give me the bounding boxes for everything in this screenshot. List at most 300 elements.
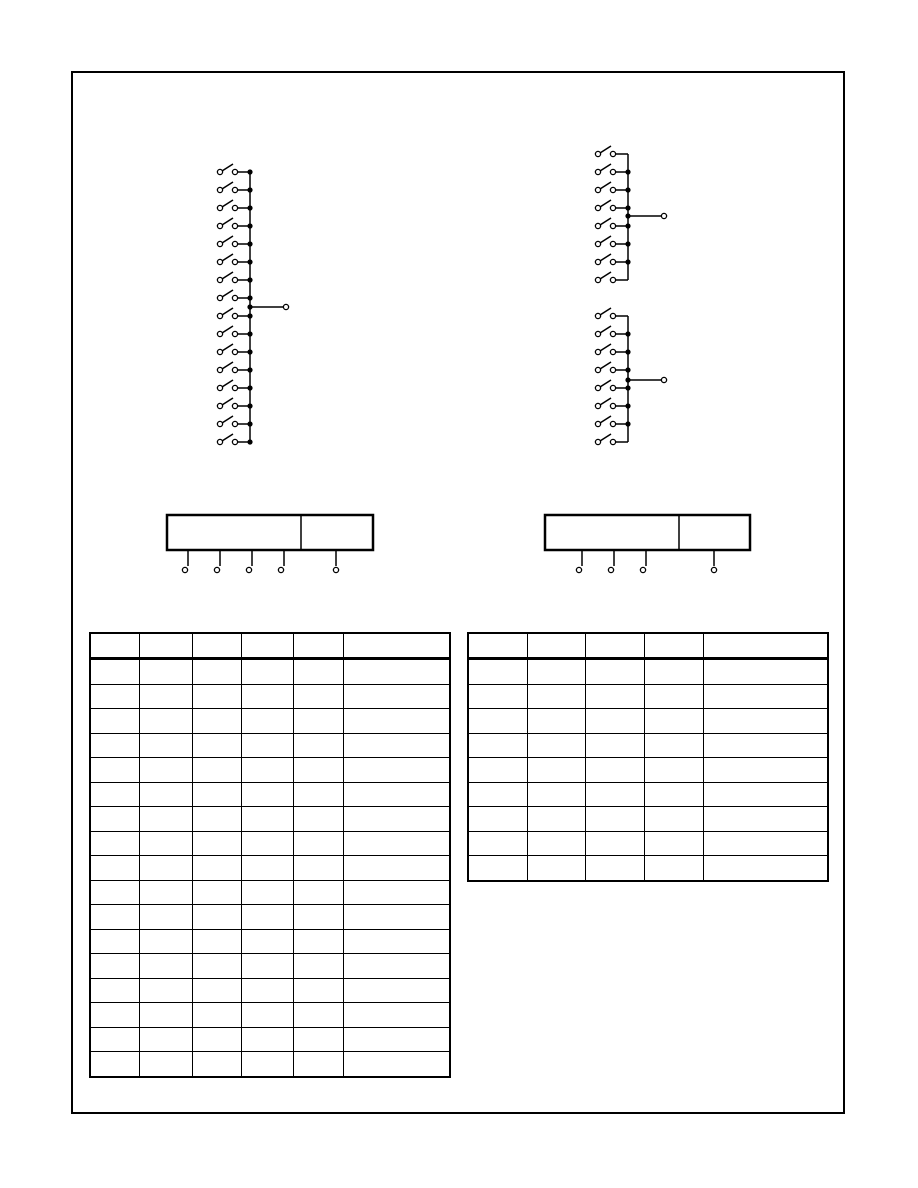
switch-9 bbox=[217, 326, 252, 337]
table-cell bbox=[344, 733, 450, 758]
bus-junction bbox=[247, 187, 252, 192]
switch-input-terminal bbox=[595, 439, 600, 444]
switch-contact bbox=[232, 259, 237, 264]
switch-lever bbox=[600, 182, 611, 189]
table-cell bbox=[703, 709, 828, 734]
table-cell bbox=[703, 831, 828, 856]
table-cell bbox=[468, 758, 527, 783]
table-cell bbox=[468, 659, 527, 685]
switch-input-terminal bbox=[595, 313, 600, 318]
bus-junction bbox=[625, 403, 630, 408]
table-cell bbox=[645, 856, 704, 881]
switch-lever bbox=[222, 344, 233, 351]
switch-input-terminal bbox=[595, 223, 600, 228]
table-row bbox=[468, 782, 828, 807]
table-cell bbox=[192, 978, 241, 1003]
table-cell bbox=[242, 1027, 293, 1052]
table-cell bbox=[645, 659, 704, 685]
table-cell bbox=[344, 880, 450, 905]
select-pin-terminal bbox=[246, 567, 251, 572]
switch-lever bbox=[222, 272, 233, 279]
table-cell bbox=[192, 856, 241, 881]
switch-15 bbox=[217, 434, 252, 445]
table-cell bbox=[344, 1027, 450, 1052]
switch-input-terminal bbox=[595, 169, 600, 174]
table-cell bbox=[90, 978, 140, 1003]
table-cell bbox=[645, 782, 704, 807]
table-row bbox=[468, 659, 828, 685]
table-row bbox=[90, 807, 450, 832]
table-cell bbox=[192, 1052, 241, 1077]
switch-lever bbox=[600, 164, 611, 171]
header-cell bbox=[703, 633, 828, 659]
switch-contact bbox=[610, 367, 615, 372]
switch-contact bbox=[232, 241, 237, 246]
switch-input-terminal bbox=[595, 385, 600, 390]
switch-contact bbox=[232, 169, 237, 174]
table-row bbox=[90, 733, 450, 758]
switch-contact bbox=[610, 259, 615, 264]
switch-contact bbox=[610, 349, 615, 354]
switch-5 bbox=[217, 254, 252, 265]
table-cell bbox=[90, 684, 140, 709]
switch-contact bbox=[610, 439, 615, 444]
table-cell bbox=[344, 954, 450, 979]
switch-input-terminal bbox=[217, 421, 222, 426]
switch-input-terminal bbox=[595, 421, 600, 426]
switch-lever bbox=[600, 398, 611, 405]
switch-0 bbox=[595, 308, 628, 319]
switch-contact bbox=[232, 349, 237, 354]
table-cell bbox=[140, 1027, 192, 1052]
table-cell bbox=[90, 929, 140, 954]
table-header-row bbox=[468, 633, 828, 659]
table-cell bbox=[293, 684, 343, 709]
switch-6 bbox=[217, 272, 252, 283]
switch-input-terminal bbox=[217, 385, 222, 390]
table-cell bbox=[90, 905, 140, 930]
select-pin-terminal bbox=[278, 567, 283, 572]
table-cell bbox=[140, 856, 192, 881]
table-cell bbox=[90, 1027, 140, 1052]
switch-lever bbox=[600, 326, 611, 333]
switch-contact bbox=[232, 205, 237, 210]
switch-lever bbox=[600, 218, 611, 225]
switch-14 bbox=[217, 416, 252, 427]
switch-contact bbox=[232, 277, 237, 282]
mux-8-channel-b bbox=[595, 308, 666, 445]
table-cell bbox=[140, 831, 192, 856]
bus-junction bbox=[625, 259, 630, 264]
bus-junction bbox=[625, 385, 630, 390]
switch-lever bbox=[222, 398, 233, 405]
table-cell bbox=[140, 929, 192, 954]
table-cell bbox=[192, 709, 241, 734]
table-cell bbox=[703, 758, 828, 783]
table-cell bbox=[293, 831, 343, 856]
table-cell bbox=[192, 758, 241, 783]
switch-lever bbox=[600, 146, 611, 153]
bus-junction bbox=[247, 439, 252, 444]
bus-junction bbox=[247, 277, 252, 282]
enable-pin-terminal bbox=[333, 567, 338, 572]
bus-junction bbox=[247, 403, 252, 408]
switch-input-terminal bbox=[595, 349, 600, 354]
switch-contact bbox=[610, 277, 615, 282]
switch-contact bbox=[610, 331, 615, 336]
table-cell bbox=[90, 831, 140, 856]
switch-contact bbox=[610, 385, 615, 390]
table-row bbox=[468, 758, 828, 783]
switch-input-terminal bbox=[217, 439, 222, 444]
table-cell bbox=[645, 831, 704, 856]
switch-contact bbox=[610, 151, 615, 156]
table-cell bbox=[527, 733, 586, 758]
select-pin-terminal bbox=[182, 567, 187, 572]
table-cell bbox=[90, 954, 140, 979]
switch-input-terminal bbox=[217, 241, 222, 246]
output-terminal bbox=[283, 304, 288, 309]
table-cell bbox=[90, 709, 140, 734]
header-cell bbox=[645, 633, 704, 659]
table-cell bbox=[344, 758, 450, 783]
table-cell bbox=[527, 831, 586, 856]
table-cell bbox=[468, 684, 527, 709]
table-row bbox=[468, 684, 828, 709]
table-cell bbox=[468, 856, 527, 881]
bus-junction bbox=[247, 331, 252, 336]
table-cell bbox=[586, 782, 645, 807]
switch-input-terminal bbox=[595, 277, 600, 282]
table-cell bbox=[344, 709, 450, 734]
table-cell bbox=[242, 659, 293, 685]
table-cell bbox=[645, 733, 704, 758]
table-cell bbox=[140, 684, 192, 709]
table-cell bbox=[242, 831, 293, 856]
switch-contact bbox=[232, 385, 237, 390]
switch-lever bbox=[600, 236, 611, 243]
table-cell bbox=[192, 782, 241, 807]
table-cell bbox=[586, 831, 645, 856]
output-terminal bbox=[661, 377, 666, 382]
output-terminal bbox=[661, 213, 666, 218]
switch-1 bbox=[595, 164, 630, 175]
table-cell bbox=[90, 880, 140, 905]
switch-lever bbox=[222, 182, 233, 189]
switch-5 bbox=[595, 398, 630, 409]
switch-input-terminal bbox=[217, 169, 222, 174]
table-cell bbox=[90, 733, 140, 758]
table-cell bbox=[90, 1003, 140, 1028]
table-cell bbox=[527, 709, 586, 734]
decoder-box bbox=[167, 515, 373, 550]
switch-1 bbox=[595, 326, 630, 337]
table-cell bbox=[293, 1027, 343, 1052]
switch-contact bbox=[232, 223, 237, 228]
table-cell bbox=[90, 782, 140, 807]
decoder-block-left bbox=[167, 515, 373, 573]
table-cell bbox=[140, 659, 192, 685]
table-row bbox=[90, 659, 450, 685]
switch-contact bbox=[232, 313, 237, 318]
table-cell bbox=[703, 807, 828, 832]
switch-3 bbox=[217, 218, 252, 229]
switch-contact bbox=[232, 367, 237, 372]
table-cell bbox=[703, 659, 828, 685]
bus-junction bbox=[247, 313, 252, 318]
table-cell bbox=[586, 709, 645, 734]
switch-contact bbox=[610, 241, 615, 246]
switch-lever bbox=[222, 416, 233, 423]
table-cell bbox=[344, 1052, 450, 1077]
table-cell bbox=[468, 733, 527, 758]
table-cell bbox=[645, 684, 704, 709]
bus-junction bbox=[247, 421, 252, 426]
switch-input-terminal bbox=[217, 223, 222, 228]
switch-lever bbox=[600, 200, 611, 207]
bus-junction bbox=[247, 295, 252, 300]
bus-junction bbox=[625, 241, 630, 246]
header-cell bbox=[140, 633, 192, 659]
table-cell bbox=[527, 856, 586, 881]
switch-lever bbox=[600, 344, 611, 351]
table-cell bbox=[140, 880, 192, 905]
table-cell bbox=[192, 954, 241, 979]
switch-input-terminal bbox=[217, 349, 222, 354]
select-pin-terminal bbox=[608, 567, 613, 572]
switch-lever bbox=[600, 362, 611, 369]
table-row bbox=[90, 709, 450, 734]
table-cell bbox=[192, 1027, 241, 1052]
switch-lever bbox=[222, 218, 233, 225]
switch-lever bbox=[222, 236, 233, 243]
header-cell bbox=[586, 633, 645, 659]
table-cell bbox=[468, 709, 527, 734]
table-cell bbox=[192, 929, 241, 954]
table-row bbox=[90, 929, 450, 954]
table-cell bbox=[140, 709, 192, 734]
table-cell bbox=[703, 733, 828, 758]
table-cell bbox=[293, 905, 343, 930]
table-cell bbox=[192, 831, 241, 856]
table-row bbox=[90, 1052, 450, 1077]
table-cell bbox=[242, 733, 293, 758]
decoder-box bbox=[545, 515, 750, 550]
table-cell bbox=[344, 929, 450, 954]
switch-lever bbox=[222, 200, 233, 207]
header-cell bbox=[344, 633, 450, 659]
table-cell bbox=[192, 1003, 241, 1028]
table-cell bbox=[192, 733, 241, 758]
table-cell bbox=[344, 856, 450, 881]
switch-input-terminal bbox=[217, 331, 222, 336]
truth-table-right bbox=[467, 632, 829, 882]
table-cell bbox=[586, 733, 645, 758]
table-row bbox=[90, 758, 450, 783]
table-row bbox=[90, 905, 450, 930]
table-cell bbox=[703, 684, 828, 709]
switch-7 bbox=[595, 434, 628, 445]
table-cell bbox=[645, 807, 704, 832]
table-cell bbox=[293, 758, 343, 783]
table-cell bbox=[242, 954, 293, 979]
switch-6 bbox=[595, 254, 630, 265]
bus-junction bbox=[247, 349, 252, 354]
bus-junction bbox=[625, 421, 630, 426]
table-cell bbox=[344, 978, 450, 1003]
switch-input-terminal bbox=[595, 331, 600, 336]
switch-2 bbox=[595, 182, 630, 193]
bus-junction bbox=[625, 187, 630, 192]
switch-5 bbox=[595, 236, 630, 247]
table-cell bbox=[293, 978, 343, 1003]
table-cell bbox=[344, 1003, 450, 1028]
table-cell bbox=[242, 1003, 293, 1028]
table-cell bbox=[344, 807, 450, 832]
table-cell bbox=[242, 709, 293, 734]
table-cell bbox=[645, 758, 704, 783]
switch-contact bbox=[610, 187, 615, 192]
switch-lever bbox=[222, 434, 233, 441]
bus-junction bbox=[625, 223, 630, 228]
table-cell bbox=[293, 880, 343, 905]
table-row bbox=[90, 831, 450, 856]
switch-lever bbox=[222, 308, 233, 315]
switch-6 bbox=[595, 416, 630, 427]
table-cell bbox=[586, 856, 645, 881]
table-cell bbox=[242, 856, 293, 881]
switch-lever bbox=[222, 290, 233, 297]
table-row bbox=[90, 684, 450, 709]
switch-0 bbox=[595, 146, 628, 157]
switch-lever bbox=[222, 164, 233, 171]
table-cell bbox=[344, 905, 450, 930]
switch-8 bbox=[217, 308, 252, 319]
switch-input-terminal bbox=[217, 205, 222, 210]
bus-junction bbox=[625, 205, 630, 210]
table-cell bbox=[703, 856, 828, 881]
switch-input-terminal bbox=[217, 367, 222, 372]
switch-1 bbox=[217, 182, 252, 193]
switch-contact bbox=[610, 421, 615, 426]
table-cell bbox=[90, 807, 140, 832]
switch-lever bbox=[222, 326, 233, 333]
switch-input-terminal bbox=[217, 295, 222, 300]
switch-2 bbox=[217, 200, 252, 211]
switch-input-terminal bbox=[217, 277, 222, 282]
switch-2 bbox=[595, 344, 630, 355]
decoder-block-right bbox=[545, 515, 750, 573]
table-cell bbox=[468, 831, 527, 856]
switch-input-terminal bbox=[595, 403, 600, 408]
table-cell bbox=[586, 807, 645, 832]
table-cell bbox=[140, 733, 192, 758]
switch-lever bbox=[600, 434, 611, 441]
table-row bbox=[468, 709, 828, 734]
table-header-row bbox=[90, 633, 450, 659]
table-cell bbox=[140, 1003, 192, 1028]
switch-lever bbox=[222, 254, 233, 261]
table-cell bbox=[140, 978, 192, 1003]
table-cell bbox=[140, 905, 192, 930]
table-cell bbox=[586, 758, 645, 783]
switch-lever bbox=[600, 254, 611, 261]
table-cell bbox=[242, 807, 293, 832]
table-cell bbox=[293, 856, 343, 881]
switch-input-terminal bbox=[217, 403, 222, 408]
table-cell bbox=[344, 684, 450, 709]
table-cell bbox=[293, 659, 343, 685]
table-cell bbox=[527, 782, 586, 807]
table-cell bbox=[90, 659, 140, 685]
table-cell bbox=[527, 758, 586, 783]
table-cell bbox=[527, 684, 586, 709]
bus-junction bbox=[625, 331, 630, 336]
switch-lever bbox=[600, 308, 611, 315]
enable-pin-terminal bbox=[711, 567, 716, 572]
switch-contact bbox=[232, 187, 237, 192]
switch-lever bbox=[222, 380, 233, 387]
table-row bbox=[90, 856, 450, 881]
switch-contact bbox=[232, 439, 237, 444]
table-cell bbox=[293, 782, 343, 807]
header-cell bbox=[242, 633, 293, 659]
table-cell bbox=[90, 758, 140, 783]
bus-junction bbox=[247, 169, 252, 174]
table-cell bbox=[140, 1052, 192, 1077]
table-cell bbox=[90, 856, 140, 881]
switch-3 bbox=[595, 362, 630, 373]
table-cell bbox=[90, 1052, 140, 1077]
table-row bbox=[90, 954, 450, 979]
table-cell bbox=[242, 782, 293, 807]
table-cell bbox=[242, 978, 293, 1003]
table-cell bbox=[192, 880, 241, 905]
switch-10 bbox=[217, 344, 252, 355]
switch-input-terminal bbox=[595, 187, 600, 192]
select-pin-terminal bbox=[214, 567, 219, 572]
table-cell bbox=[192, 659, 241, 685]
table-cell bbox=[140, 954, 192, 979]
table-cell bbox=[293, 733, 343, 758]
header-cell bbox=[192, 633, 241, 659]
table-cell bbox=[140, 758, 192, 783]
switch-lever bbox=[600, 272, 611, 279]
table-cell bbox=[242, 880, 293, 905]
switch-input-terminal bbox=[217, 313, 222, 318]
switch-contact bbox=[610, 169, 615, 174]
switch-input-terminal bbox=[595, 259, 600, 264]
table-cell bbox=[293, 1003, 343, 1028]
table-cell bbox=[468, 782, 527, 807]
switch-3 bbox=[595, 200, 630, 211]
header-cell bbox=[293, 633, 343, 659]
bus-junction bbox=[625, 169, 630, 174]
table-cell bbox=[242, 758, 293, 783]
header-cell bbox=[527, 633, 586, 659]
table-cell bbox=[192, 905, 241, 930]
bus-junction bbox=[247, 223, 252, 228]
table-cell bbox=[140, 782, 192, 807]
table-row bbox=[468, 831, 828, 856]
select-pin-terminal bbox=[576, 567, 581, 572]
table-cell bbox=[192, 807, 241, 832]
switch-lever bbox=[600, 380, 611, 387]
mux-8-channel-a bbox=[595, 146, 666, 283]
switch-contact bbox=[232, 331, 237, 336]
header-cell bbox=[468, 633, 527, 659]
switch-contact bbox=[232, 421, 237, 426]
